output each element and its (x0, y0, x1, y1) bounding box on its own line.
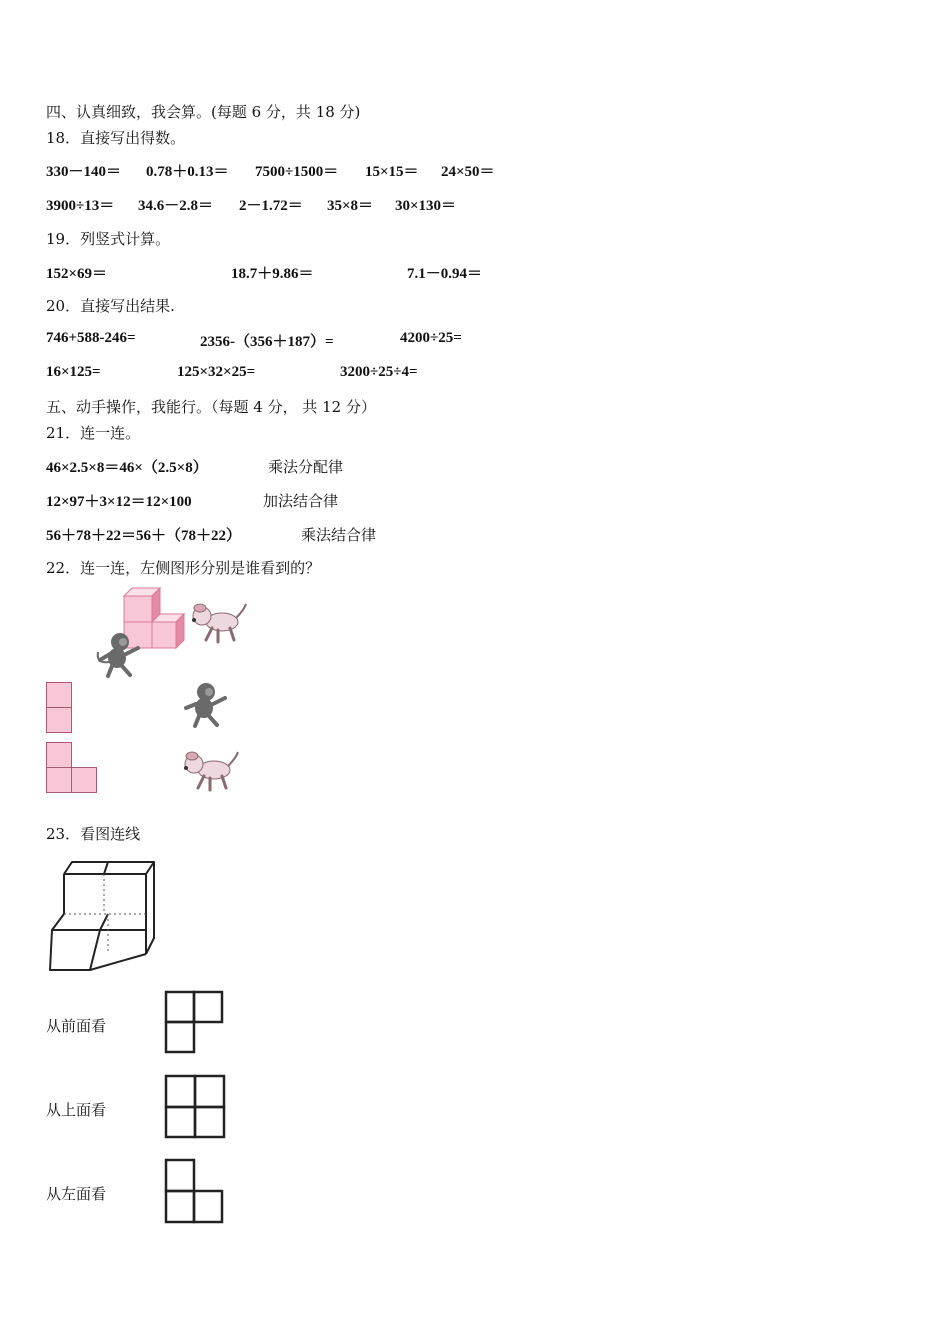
q18-item: 24×50＝ (441, 164, 495, 180)
section-4-title: 四、认真细致，我会算。(每题 6 分，共 18 分) (46, 103, 361, 121)
q20-item: 746+588-246= (46, 330, 136, 346)
q18-item: 34.6－2.8＝ (138, 198, 214, 214)
q21-equation: 46×2.5×8＝46×（2.5×8） (46, 460, 208, 476)
q21-equation: 12×97＋3×12＝12×100 (46, 494, 192, 510)
q20-item: 16×125= (46, 364, 101, 380)
monkey-icon (92, 630, 140, 678)
q20-item: 125×32×25= (177, 364, 256, 380)
q18-item: 330－140＝ (46, 164, 122, 180)
section-5-title: 五、动手操作，我能行。（每题 4 分， 共 12 分） (46, 398, 376, 416)
q21-law: 加法结合律 (263, 492, 339, 510)
view-label-front: 从前面看 (46, 1017, 107, 1035)
q18-item: 2－1.72＝ (239, 198, 303, 214)
l-shape-squares-figure (46, 742, 100, 796)
two-stacked-squares-figure (46, 682, 74, 734)
dog-icon (180, 748, 240, 792)
monkey-icon (180, 680, 228, 728)
q18-item: 3900÷13＝ (46, 198, 115, 214)
q20-item: 4200÷25= (400, 330, 462, 346)
q18-item: 7500÷1500＝ (255, 164, 339, 180)
q19-title: 19．列竖式计算。 (46, 230, 171, 248)
q19-item: 18.7＋9.86＝ (231, 266, 314, 282)
q20-title: 20．直接写出结果. (46, 297, 175, 315)
view-left-grid-figure (164, 1158, 226, 1226)
q20-item: 3200÷25÷4= (340, 364, 418, 380)
q18-item: 15×15＝ (365, 164, 419, 180)
q21-title: 21．连一连。 (46, 424, 141, 442)
q21-law: 乘法结合律 (301, 526, 377, 544)
3d-cube-block-figure (46, 858, 158, 974)
view-label-left: 从左面看 (46, 1185, 107, 1203)
view-top-grid-figure (164, 1074, 228, 1140)
q21-equation: 56＋78＋22＝56＋（78＋22） (46, 528, 242, 544)
q19-item: 152×69＝ (46, 266, 108, 282)
q19-item: 7.1－0.94＝ (407, 266, 483, 282)
q21-law: 乘法分配律 (268, 458, 344, 476)
q18-title: 18．直接写出得数。 (46, 129, 186, 147)
view-label-top: 从上面看 (46, 1101, 107, 1119)
dog-icon (188, 600, 248, 644)
q23-title: 23．看图连线 (46, 825, 141, 843)
view-front-grid-figure (164, 990, 226, 1056)
q18-item: 35×8＝ (327, 198, 374, 214)
q18-item: 30×130＝ (395, 198, 457, 214)
q22-title: 22．连一连，左侧图形分别是谁看到的？ (46, 559, 321, 577)
q18-item: 0.78＋0.13＝ (146, 164, 229, 180)
q20-item: 2356-（356＋187）= (200, 334, 334, 350)
